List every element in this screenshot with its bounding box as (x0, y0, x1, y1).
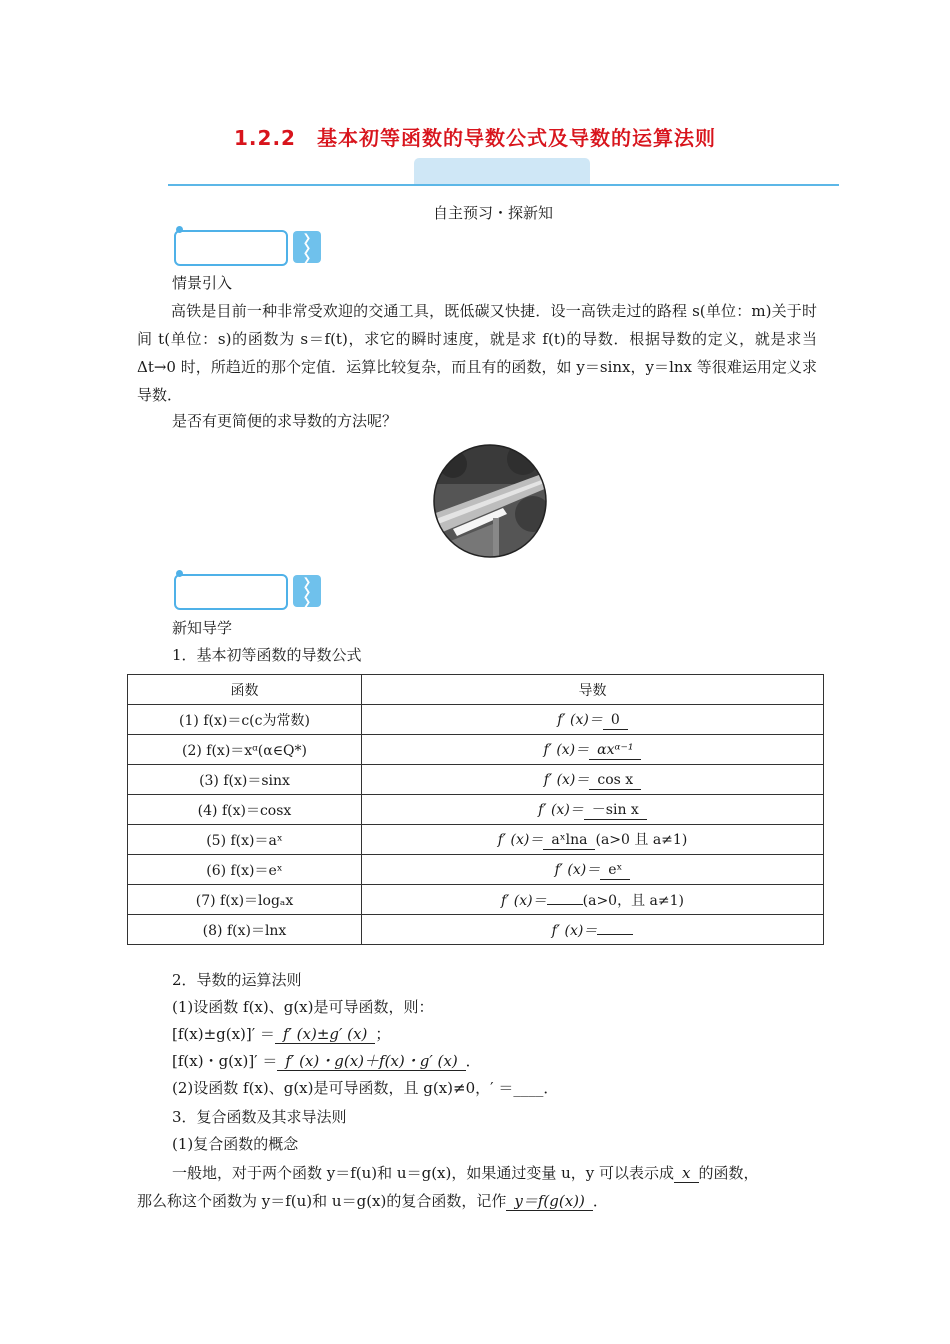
new-heading: 新知导学 (172, 619, 233, 637)
function-cell: (8) f(x)＝lnx (128, 915, 362, 945)
section-badge-intro (174, 230, 314, 270)
answer-blank: f′ (x)±g′ (x) (275, 1026, 375, 1044)
product-rule: [f(x)・g(x)]′ ＝ f′ (x)・g(x)＋f(x)・g′ (x) ． (172, 1052, 481, 1070)
function-cell: (6) f(x)＝eˣ (128, 855, 362, 885)
composite-paragraph-line1: 一般地，对于两个函数 y＝f(u)和 u＝g(x)，如果通过变量 u，y 可以表示成 x 的函数， (172, 1164, 759, 1182)
derivative-cell: f′ (x)＝ 0 (362, 705, 824, 735)
function-cell: (3) f(x)＝sinx (128, 765, 362, 795)
derivative-cell: f′ (x)＝ cos x (362, 765, 824, 795)
answer-blank: x (674, 1165, 698, 1183)
item3-heading: 3．复合函数及其求导法则 (172, 1108, 347, 1126)
table-row (128, 765, 824, 795)
train-photo (433, 444, 547, 558)
table-row (128, 825, 824, 855)
function-cell: (7) f(x)＝logₐx (128, 885, 362, 915)
table-row (128, 915, 824, 945)
intro-question: 是否有更简便的求导数的方法呢？ (172, 412, 398, 430)
derivative-cell: f′ (x)＝ (362, 915, 824, 945)
page-title: 1.2.2 基本初等函数的导数公式及导数的运算法则 (234, 126, 716, 150)
answer-blank: －sin x (584, 802, 647, 820)
chevron-down-icon: ❯ ❯ ❯ (293, 575, 321, 607)
composite-paragraph-line2: 那么称这个函数为 y＝f(u)和 u＝g(x)的复合函数，记作 y＝f(g(x)) ． (137, 1192, 608, 1210)
item2-heading: 2．导数的运算法则 (172, 971, 302, 989)
function-cell: (1) f(x)＝c(c为常数) (128, 705, 362, 735)
derivative-cell: f′ (x)＝ －sin x (362, 795, 824, 825)
table-row (128, 705, 824, 735)
quotient-rule: (2)设函数 f(x)、g(x)是可导函数，且 g(x)≠0，′ ＝____． (172, 1079, 559, 1097)
derivative-cell: f′ (x)＝ αxᵅ⁻¹ (362, 735, 824, 765)
function-cell: (4) f(x)＝cosx (128, 795, 362, 825)
answer-blank: aˣlna (543, 832, 595, 850)
table-row (128, 795, 824, 825)
chevron-down-icon: ❯ ❯ ❯ (293, 231, 321, 263)
derivative-cell: f′ (x)＝ aˣlna (a>0 且 a≠1) (362, 825, 824, 855)
header-rule (168, 184, 839, 186)
function-cell: (2) f(x)＝xᵅ(α∈Q*) (128, 735, 362, 765)
function-cell: (5) f(x)＝aˣ (128, 825, 362, 855)
table-row (128, 855, 824, 885)
derivative-cell: f′ (x)＝ eˣ (362, 855, 824, 885)
intro-paragraph: 高铁是目前一种非常受欢迎的交通工具，既低碳又快捷．设一高铁走过的路程 s(单位：m)关于时间 t(单位：s)的函数为 s＝f(t)，求它的瞬时速度，就是求 f(t)的导数．根据导数的定义，就是求当 Δt→0 时，所趋近的那个定值．运算比较复杂，而且有的函数，如 y＝sinx，y＝lnx 等很难运用定义求导数． (137, 302, 817, 404)
table-row (128, 885, 824, 915)
answer-blank: αxᵅ⁻¹ (589, 742, 641, 760)
answer-blank: 0 (603, 712, 628, 730)
rule-intro: (1)设函数 f(x)、g(x)是可导函数，则： (172, 998, 434, 1016)
sum-rule: [f(x)±g(x)]′ ＝ f′ (x)±g′ (x) ； (172, 1025, 391, 1043)
answer-blank (547, 904, 583, 905)
answer-blank: cos x (589, 772, 641, 790)
answer-blank: y＝f(g(x)) (506, 1193, 593, 1211)
intro-heading: 情景引入 (172, 274, 233, 292)
item1-heading: 1．基本初等函数的导数公式 (172, 646, 362, 664)
table-row (128, 735, 824, 765)
header-tab-decoration (414, 158, 590, 185)
derivative-cell: f′ (x)＝ (a>0，且 a≠1) (362, 885, 824, 915)
derivative-table (127, 674, 824, 945)
section-badge-new (174, 574, 314, 614)
answer-blank: eˣ (600, 862, 630, 880)
section-heading: 自主预习・探新知 (432, 204, 553, 222)
answer-blank: f′ (x)・g(x)＋f(x)・g′ (x) (277, 1053, 465, 1071)
table-header-row (128, 675, 824, 705)
header-derivative: 导数 (362, 675, 824, 705)
header-function: 函数 (128, 675, 362, 705)
composite-heading: (1)复合函数的概念 (172, 1135, 299, 1153)
answer-blank (597, 934, 633, 935)
